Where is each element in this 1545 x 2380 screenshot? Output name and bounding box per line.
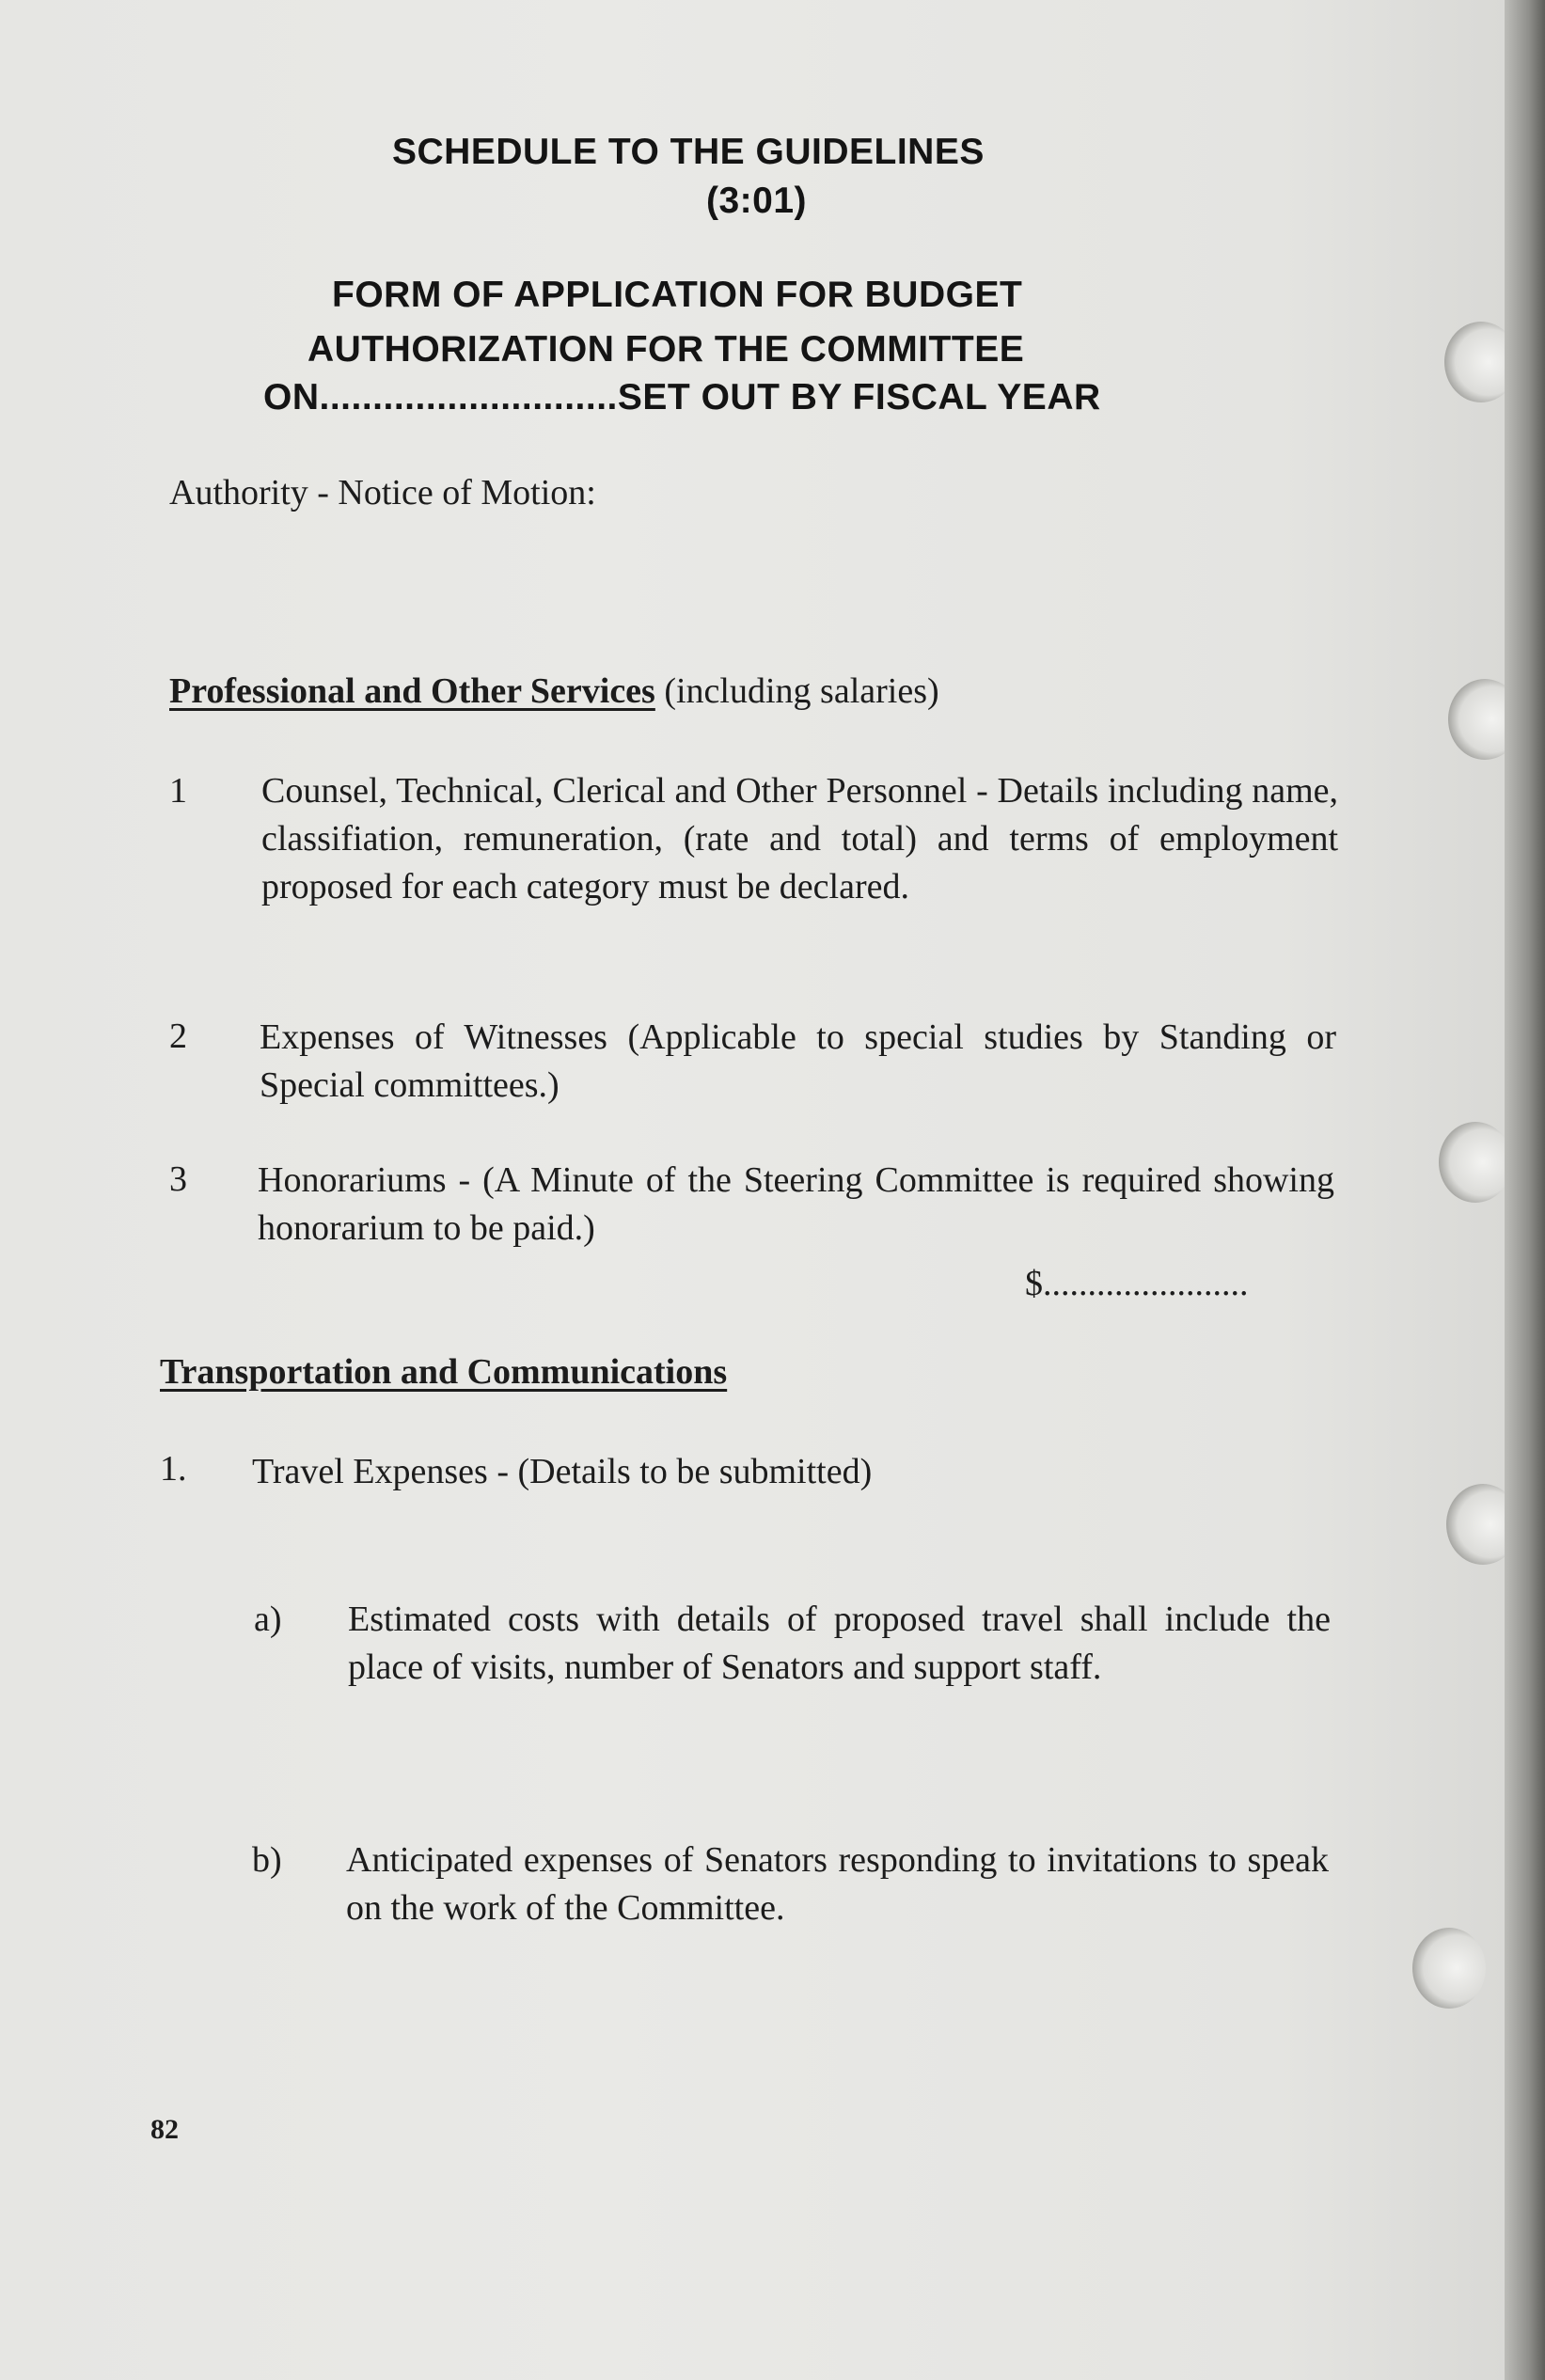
binder-hole-5	[1412, 1928, 1486, 2009]
travel-expenses-text: Travel Expenses - (Details to be submitted)	[252, 1452, 873, 1491]
authority-line: Authority - Notice of Motion:	[169, 473, 596, 512]
binder-hole-4	[1446, 1484, 1505, 1565]
header-line-5: ON............................SET OUT BY FISCAL YEAR	[263, 377, 1101, 418]
item-3-text: Honorariums - (A Minute of the Steering Committee is required showing honorarium to be paid.)	[258, 1160, 1334, 1248]
subitem-a-label: a)	[254, 1600, 282, 1639]
item-1-text: Counsel, Technical, Clerical and Other Personnel - Details including name, classifiation, remuneration, (rate and total) and terms of employment proposed for each category must be declared.	[261, 771, 1338, 906]
header-line-1: SCHEDULE TO THE GUIDELINES	[392, 132, 985, 172]
section-2-heading: Transportation and Communications	[160, 1352, 728, 1392]
header-line-3: FORM OF APPLICATION FOR BUDGET	[332, 275, 1023, 315]
header-line-2: (3:01)	[706, 181, 808, 221]
binder-hole-1	[1444, 322, 1505, 402]
item-2-text: Expenses of Witnesses (Applicable to special studies by Standing or Special committees.)	[260, 1017, 1336, 1105]
section-2-item-1-number: 1.	[160, 1449, 187, 1489]
subitem-a-text: Estimated costs with details of proposed travel shall include the place of visits, number of Senators and support staff.	[348, 1600, 1331, 1687]
section-1-heading-suffix: (including salaries)	[664, 671, 939, 711]
binder-hole-3	[1439, 1122, 1505, 1203]
page-edge-shadow	[1505, 0, 1545, 2380]
amount-line: $.......................	[1025, 1264, 1249, 1303]
subitem-b-text: Anticipated expenses of Senators responding to invitations to speak on the work of the Committee.	[346, 1840, 1329, 1928]
page-number: 82	[150, 2114, 179, 2145]
section-1-heading-row	[169, 668, 939, 716]
item-3-number: 3	[169, 1159, 187, 1199]
item-1-number: 1	[169, 771, 187, 811]
item-2-number: 2	[169, 1017, 187, 1056]
header-line-4: AUTHORIZATION FOR THE COMMITTEE	[307, 329, 1025, 370]
binder-hole-2	[1448, 679, 1505, 760]
subitem-b-label: b)	[252, 1840, 282, 1880]
section-1-heading: Professional and Other Services	[169, 671, 655, 711]
